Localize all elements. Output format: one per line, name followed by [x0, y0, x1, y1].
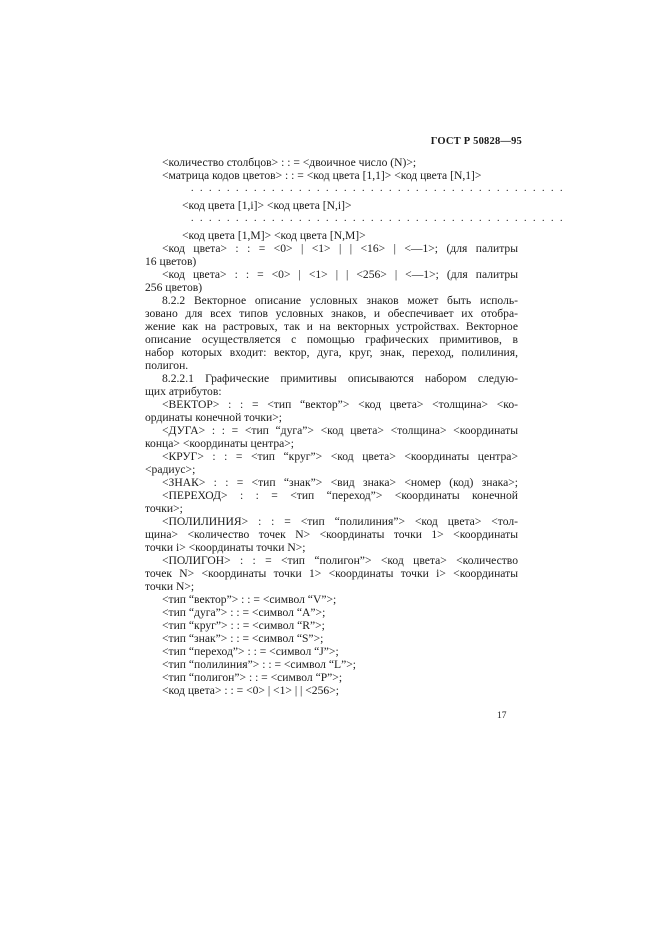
text-line: <код цвета> : : = <0> | <1> | | <256> | <—1>; (для палитры	[162, 268, 518, 281]
ellipsis-line: . . . . . . . . . . . . . . . . . . . . . . . . . . . . . . . . . . . . . . . . . .	[191, 183, 565, 194]
text-line: <матрица кодов цветов> : : = <код цвета [1,1]> <код цвета [N,1]>	[162, 169, 482, 182]
text-line: жение как на растровых, так и на векторных устройствах. Векторное	[145, 320, 518, 333]
text-line: <тип “переход”> : : = <символ “J”>;	[162, 645, 339, 658]
text-line: <тип “круг”> : : = <символ “R”>;	[162, 619, 325, 632]
text-line: <ВЕКТОР> : : = <тип “вектор”> <код цвета> <толщина> <ко-	[162, 398, 518, 411]
text-line: <количество столбцов> : : = <двоичное число (N)>;	[162, 156, 417, 169]
text-line: зовано для всех типов условных знаков, и обеспечивает их отобра-	[145, 307, 518, 320]
text-line: 256 цветов)	[145, 281, 203, 294]
page-body	[145, 156, 565, 697]
document-code-header: ГОСТ Р 50828—95	[430, 136, 522, 147]
text-line: точки N>;	[145, 580, 195, 593]
text-line: набор которых входит: вектор, дуга, круг, знак, переход, полилиния,	[145, 346, 518, 359]
text-line: <ДУГА> : : = <тип “дуга”> <код цвета> <толщина> <координаты	[162, 424, 518, 437]
text-line: <тип “дуга”> : : = <символ “A”>;	[162, 606, 326, 619]
text-line: описание осуществляется с помощью графических примитивов, в	[145, 333, 518, 346]
text-line: конца> <координаты центра>;	[145, 437, 295, 450]
text-line: <код цвета [1,i]> <код цвета [N,i]>	[182, 199, 352, 212]
text-line: <код цвета [1,M]> <код цвета [N,M]>	[182, 229, 366, 242]
text-line: щина> <количество точек N> <координаты точки 1> <координаты	[145, 528, 518, 541]
text-line: <тип “вектор”> : : = <символ “V”>;	[162, 593, 337, 606]
text-line: полигон.	[145, 359, 189, 372]
text-line: <ЗНАК> : : = <тип “знак”> <вид знака> <номер (код) знака>;	[162, 476, 518, 489]
text-line: <код цвета> : : = <0> | <1> | | <16> | <—1>; (для палитры	[162, 242, 518, 255]
text-line: точки>;	[145, 502, 183, 515]
ellipsis-line: . . . . . . . . . . . . . . . . . . . . . . . . . . . . . . . . . . . . . . . . . .	[191, 213, 565, 224]
text-line: точек N> <координаты точки 1> <координаты точки i> <координаты	[145, 567, 518, 580]
text-line: ординаты конечной точки>;	[145, 411, 283, 424]
page-number: 17	[497, 711, 507, 721]
text-line: 16 цветов)	[145, 255, 197, 268]
text-line: <ПОЛИЛИНИЯ> : : = <тип “полилиния”> <код цвета> <тол-	[162, 515, 518, 528]
text-line: <радиус>;	[145, 463, 196, 476]
text-line: <ПОЛИГОН> : : = <тип “полигон”> <код цвета> <количество	[162, 554, 518, 567]
text-line: 8.2.2.1 Графические примитивы описываются набором следую-	[162, 372, 518, 385]
text-line: <код цвета> : : = <0> | <1> | | <256>;	[162, 684, 339, 697]
text-line: <тип “полигон”> : : = <символ “P”>;	[162, 671, 343, 684]
text-line: <тип “полилиния”> : : = <символ “L”>;	[162, 658, 356, 671]
text-line: <КРУГ> : : = <тип “круг”> <код цвета> <координаты центра>	[162, 450, 518, 463]
text-line: 8.2.2 Векторное описание условных знаков может быть исполь-	[162, 294, 518, 307]
text-line: точки i> <координаты точки N>;	[145, 541, 306, 554]
text-line: <тип “знак”> : : = <символ “S”>;	[162, 632, 324, 645]
text-line: <ПЕРЕХОД> : : = <тип “переход”> <координаты конечной	[162, 489, 518, 502]
text-line: щих атрибутов:	[145, 385, 222, 398]
